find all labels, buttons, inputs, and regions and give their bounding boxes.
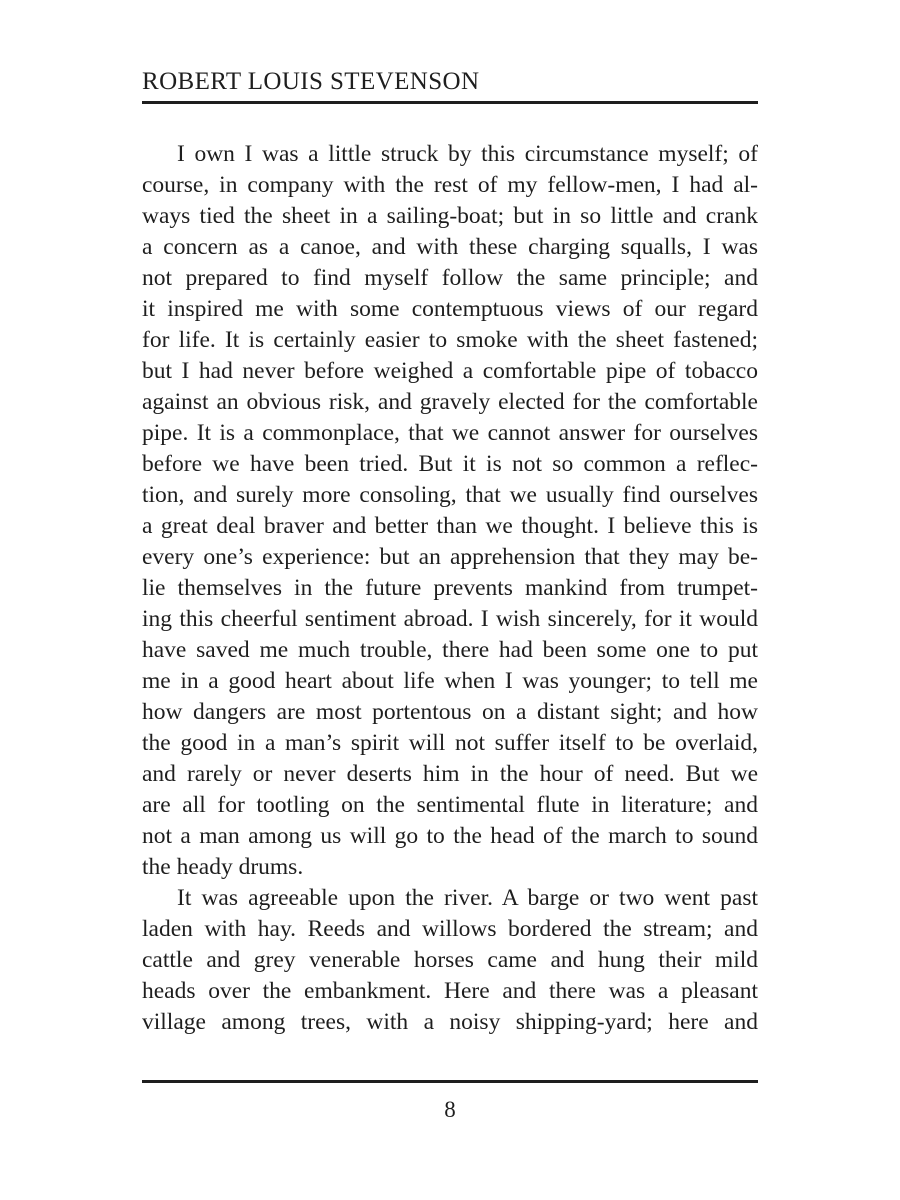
- body-text: [142, 139, 758, 1038]
- text-line: I own I was a little struck by this circumstance myself; of: [177, 141, 758, 167]
- text-line: before we have been tried. But it is not so common a reflec-: [142, 451, 758, 477]
- running-head: ROBERT LOUIS STEVENSON: [142, 68, 480, 95]
- paragraph-1: [142, 139, 758, 883]
- text-line: It was agreeable upon the river. A barge or two went past: [177, 885, 758, 911]
- text-line: every one’s experience: but an apprehension that they may be-: [142, 544, 758, 570]
- text-line: but I had never before weighed a comfortable pipe of tobacco: [142, 358, 758, 384]
- text-line: are all for tootling on the sentimental flute in literature; and: [142, 792, 758, 818]
- text-line: it inspired me with some contemptuous views of our regard: [142, 296, 758, 322]
- text-line: not prepared to find myself follow the same principle; and: [142, 265, 758, 291]
- text-line: ing this cheerful sentiment abroad. I wish sincerely, for it would: [142, 606, 758, 632]
- text-line: and rarely or never deserts him in the hour of need. But we: [142, 761, 758, 787]
- text-line: against an obvious risk, and gravely elected for the comfortable: [142, 389, 758, 415]
- text-line: pipe. It is a commonplace, that we cannot answer for ourselves: [142, 420, 758, 446]
- text-line: the heady drums.: [142, 854, 304, 880]
- text-line: a concern as a canoe, and with these charging squalls, I was: [142, 234, 758, 260]
- text-line: me in a good heart about life when I was younger; to tell me: [142, 668, 758, 694]
- text-line: laden with hay. Reeds and willows bordered the stream; and: [142, 916, 758, 942]
- text-line: ways tied the sheet in a sailing-boat; but in so little and crank: [142, 203, 758, 229]
- text-line: a great deal braver and better than we thought. I believe this is: [142, 513, 758, 539]
- text-line: for life. It is certainly easier to smoke with the sheet fastened;: [142, 327, 758, 353]
- text-line: course, in company with the rest of my fellow-men, I had al-: [142, 172, 758, 198]
- text-line: heads over the embankment. Here and there was a pleasant: [142, 978, 758, 1004]
- text-line: lie themselves in the future prevents mankind from trumpet-: [142, 575, 758, 601]
- text-line: cattle and grey venerable horses came and hung their mild: [142, 947, 758, 973]
- text-line: how dangers are most portentous on a distant sight; and how: [142, 699, 758, 725]
- header-rule: [142, 101, 758, 104]
- text-line: tion, and surely more consoling, that we usually find ourselves: [142, 482, 758, 508]
- text-line: have saved me much trouble, there had been some one to put: [142, 637, 758, 663]
- paragraph-2: [142, 883, 758, 1038]
- page-number: 8: [444, 1097, 456, 1122]
- text-line: the good in a man’s spirit will not suffer itself to be overlaid,: [142, 730, 758, 756]
- footer-rule: [142, 1080, 758, 1083]
- text-line: village among trees, with a noisy shipping-yard; here and: [142, 1009, 758, 1035]
- text-line: not a man among us will go to the head of the march to sound: [142, 823, 758, 849]
